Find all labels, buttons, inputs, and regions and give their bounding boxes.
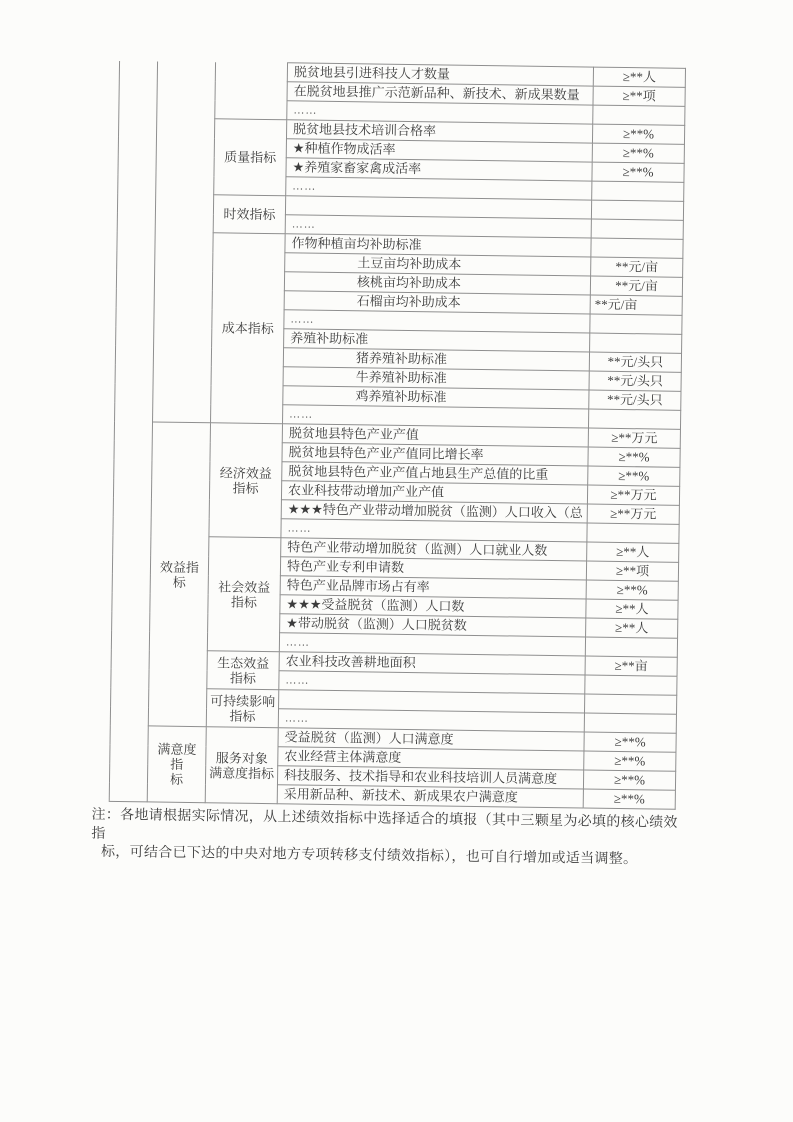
value-cell: **元/头只 bbox=[589, 352, 681, 372]
value-cell bbox=[588, 409, 680, 429]
indicator-cell: …… bbox=[283, 405, 589, 428]
value-cell: ≥**项 bbox=[586, 561, 678, 581]
value-cell: **元/亩 bbox=[591, 257, 683, 277]
performance-indicator-table bbox=[109, 60, 686, 810]
value-cell: ≥**项 bbox=[593, 86, 685, 106]
indicator-cell: …… bbox=[287, 101, 593, 124]
value-cell: ≥**% bbox=[592, 162, 684, 182]
indicator-cell: …… bbox=[285, 215, 591, 238]
indicator-cell: 特色产业品牌市场占有率 bbox=[280, 576, 586, 599]
indicator-cell: 受益脱贫（监测）人口满意度 bbox=[278, 728, 584, 751]
level2-indicator-cell bbox=[215, 62, 288, 120]
indicator-cell: 在脱贫地县推广示范新品种、新技术、新成果数量 bbox=[287, 82, 593, 105]
value-cell: ≥**万元 bbox=[587, 485, 679, 505]
value-cell: **元/头只 bbox=[589, 371, 681, 391]
value-cell: ≥**% bbox=[584, 732, 676, 752]
indicator-cell: 农业科技改善耕地面积 bbox=[279, 652, 585, 675]
value-cell: ≥**% bbox=[592, 124, 684, 144]
value-cell bbox=[584, 713, 676, 733]
indicator-cell: 特色产业带动增加脱贫（监测）人口就业人数 bbox=[281, 538, 587, 561]
indicator-cell: 脱贫地县技术培训合格率 bbox=[286, 120, 592, 143]
indicator-cell: ★带动脱贫（监测）人口脱贫数 bbox=[280, 614, 586, 637]
indicator-cell: 石榴亩均补助成本 bbox=[284, 291, 590, 314]
level2-indicator-cell: 服务对象 满意度指标 bbox=[205, 727, 278, 804]
level2-indicator-cell: 时效指标 bbox=[213, 195, 286, 234]
value-cell: ≥**人 bbox=[586, 599, 678, 619]
value-cell: **元/头只 bbox=[589, 390, 681, 410]
level2-indicator-cell: 经济效益 指标 bbox=[209, 423, 283, 538]
level2-indicator-cell: 社会效益 指标 bbox=[207, 537, 281, 652]
value-cell: ≥**% bbox=[586, 580, 678, 600]
indicator-cell: 鸡养殖补助标准 bbox=[283, 386, 589, 409]
value-cell bbox=[590, 333, 682, 353]
value-cell bbox=[584, 694, 676, 714]
value-cell bbox=[593, 105, 685, 125]
value-cell: ≥**人 bbox=[586, 618, 678, 638]
indicator-cell: …… bbox=[281, 519, 587, 542]
value-cell: **元/亩 bbox=[590, 276, 682, 296]
value-cell: ≥**% bbox=[588, 447, 680, 467]
indicator-cell: …… bbox=[279, 671, 585, 694]
level1-indicator-cell: 效益指标 bbox=[148, 422, 210, 727]
indicator-cell: …… bbox=[284, 310, 590, 333]
level1-indicator-cell bbox=[153, 61, 216, 423]
value-cell: ≥**% bbox=[588, 466, 680, 486]
value-cell: ≥**万元 bbox=[588, 428, 680, 448]
footnote bbox=[91, 807, 692, 871]
level2-indicator-cell: 生态效益 指标 bbox=[207, 651, 280, 690]
performance-table-body bbox=[109, 60, 685, 809]
indicator-cell: 牛养殖补助标准 bbox=[283, 367, 589, 390]
footnote-line-1: 注：各地请根据实际情况，从上述绩效指标中选择适合的填报（其中三颗星为必填的核心绩效指 bbox=[91, 807, 678, 842]
indicator-cell: 脱贫地县引进科技人才数量 bbox=[287, 63, 593, 86]
value-cell bbox=[591, 238, 683, 258]
indicator-cell: 脱贫地县特色产业产值占地县生产总值的比重 bbox=[282, 462, 588, 485]
scan-content bbox=[91, 60, 705, 871]
indicator-cell: 核桃亩均补助成本 bbox=[284, 272, 590, 295]
indicator-cell: 猪养殖补助标准 bbox=[283, 348, 589, 371]
indicator-cell: 农业科技带动增加产业产值 bbox=[281, 481, 587, 504]
value-cell bbox=[591, 219, 683, 239]
value-cell bbox=[585, 637, 677, 657]
indicator-cell: 农业经营主体满意度 bbox=[278, 747, 584, 770]
level1-indicator-cell: 满意度指 标 bbox=[147, 726, 206, 803]
indicator-cell: ★★★受益脱贫（监测）人口数 bbox=[280, 595, 586, 618]
value-cell bbox=[587, 523, 679, 543]
value-cell: **元/亩 bbox=[590, 295, 682, 315]
value-cell: ≥**% bbox=[592, 143, 684, 163]
value-cell: ≥**% bbox=[583, 770, 675, 790]
indicator-cell: 脱贫地县特色产业产值同比增长率 bbox=[282, 443, 588, 466]
value-cell bbox=[591, 200, 683, 220]
indicator-cell: 采用新品种、新技术、新成果农户满意度 bbox=[277, 785, 583, 808]
value-cell bbox=[585, 675, 677, 695]
value-cell: ≥**万元 bbox=[587, 504, 679, 524]
indicator-cell: …… bbox=[279, 633, 585, 656]
indicator-cell: 作物种植亩均补助标准 bbox=[285, 234, 591, 257]
indicator-cell: ★★★特色产业带动增加脱贫（监测）人口收入（总 bbox=[281, 500, 587, 523]
indicator-cell: ★种植作物成活率 bbox=[286, 139, 592, 162]
indicator-cell: …… bbox=[278, 709, 584, 732]
value-cell: ≥**人 bbox=[587, 542, 679, 562]
value-cell bbox=[590, 314, 682, 334]
value-cell: ≥**人 bbox=[593, 67, 685, 87]
value-cell: ≥**% bbox=[583, 789, 675, 809]
indicator-cell: 科技服务、技术指导和农业科技培训人员满意度 bbox=[277, 766, 583, 789]
indicator-cell: 养殖补助标准 bbox=[284, 329, 590, 352]
level2-indicator-cell: 成本指标 bbox=[211, 233, 286, 424]
indicator-cell: 特色产业专利申请数 bbox=[280, 557, 586, 580]
indicator-cell: 土豆亩均补助成本 bbox=[285, 253, 591, 276]
indicator-cell: 脱贫地县特色产业产值 bbox=[282, 424, 588, 447]
level2-indicator-cell: 质量指标 bbox=[214, 119, 287, 196]
value-cell: ≥**% bbox=[584, 751, 676, 771]
footnote-line-2: 标，可结合已下达的中央对地方专项转移支付绩效指标），也可自行增加或适当调整。 bbox=[100, 844, 638, 868]
value-cell: ≥**亩 bbox=[585, 656, 677, 676]
level2-indicator-cell: 可持续影响 指标 bbox=[206, 689, 279, 728]
indicator-cell: …… bbox=[286, 177, 592, 200]
value-cell bbox=[592, 181, 684, 201]
indicator-cell: ★养殖家畜家禽成活率 bbox=[286, 158, 592, 181]
